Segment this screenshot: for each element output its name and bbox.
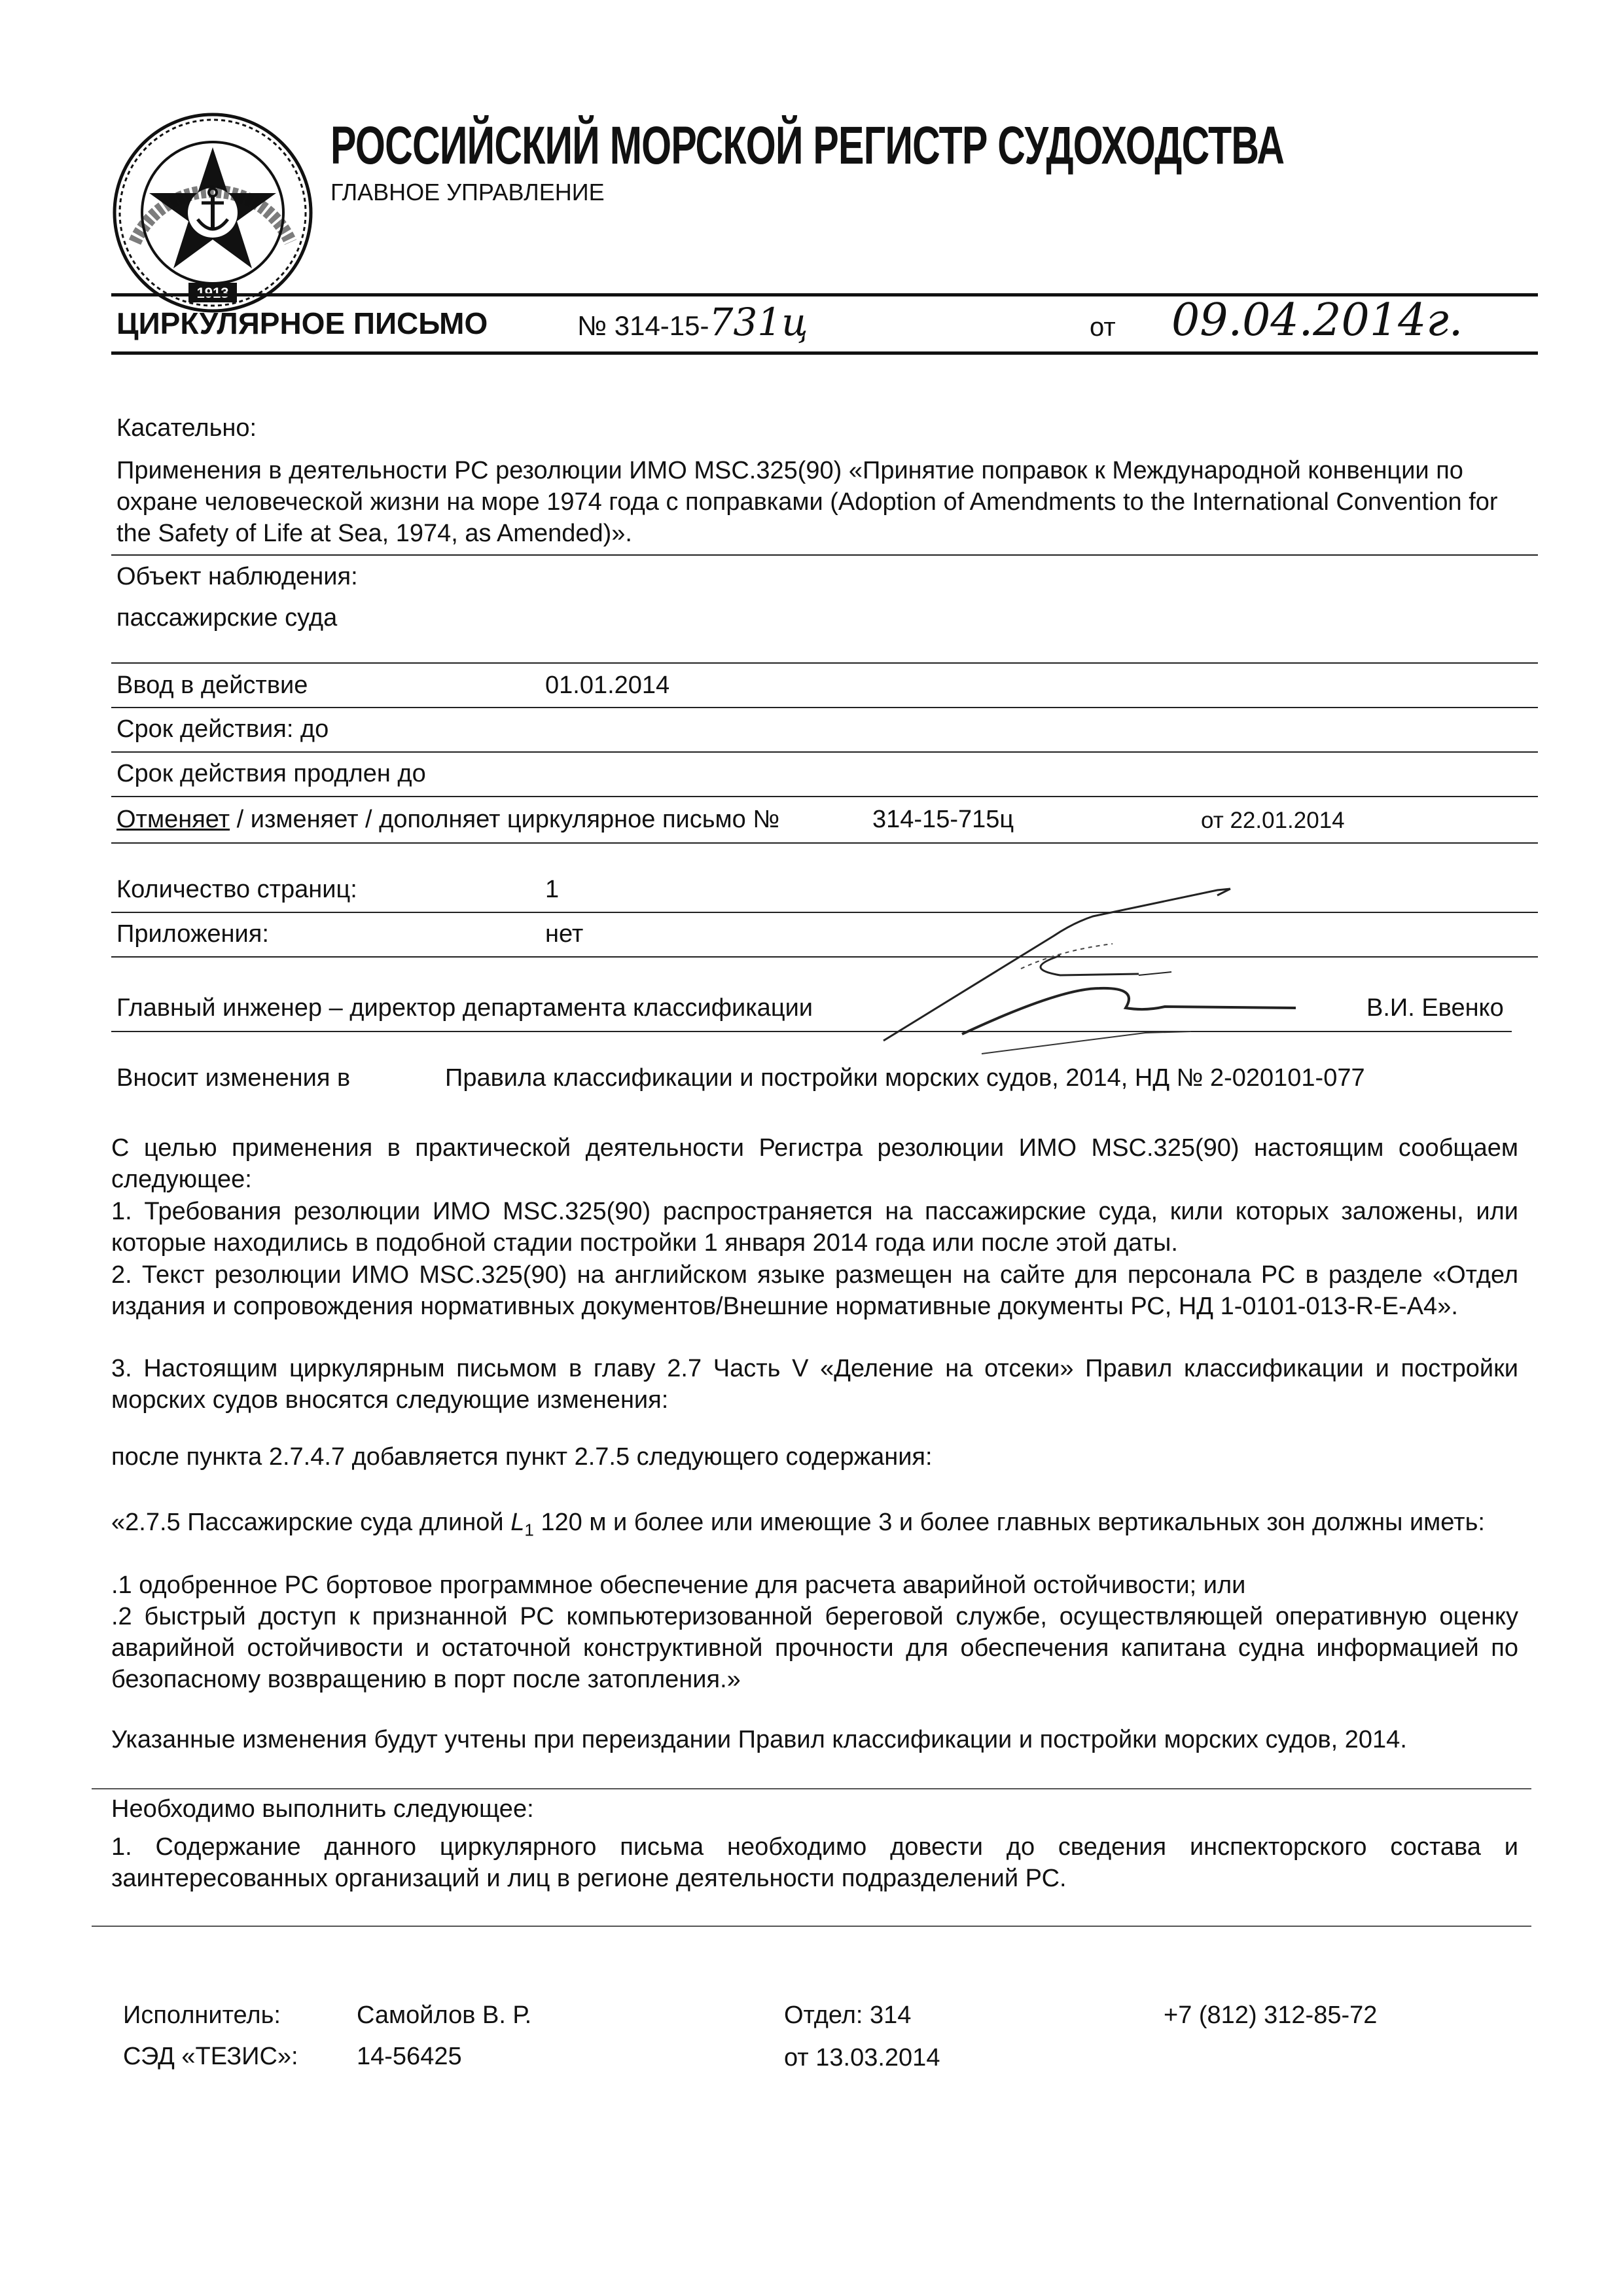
executor-label: Исполнитель: — [123, 2001, 281, 2029]
cancels-underlined: Отменяет — [116, 806, 230, 833]
logo-seal — [111, 111, 314, 314]
rule — [111, 751, 1538, 753]
effective-label: Ввод в действие — [116, 672, 308, 699]
body-sub-1: .1 одобренное РС бортовое программное обеспечение для расчета аварийной остойчивости; или — [111, 1571, 1246, 1599]
new-point-lead: «2.7.5 Пассажирские суда длиной — [111, 1509, 511, 1536]
object-value: пассажирские суда — [116, 604, 338, 632]
attachments-value: нет — [545, 920, 584, 948]
org-subtitle: ГЛАВНОЕ УПРАВЛЕНИЕ — [330, 179, 605, 206]
doc-type: ЦИРКУЛЯРНОЕ ПИСЬМО — [116, 306, 488, 340]
footer-rule — [92, 1926, 1531, 1927]
rule — [111, 662, 1538, 664]
rule — [111, 554, 1538, 556]
body-sub-2: .2 быстрый доступ к признанной РС компьютеризованной береговой службе, осуществляющей оперативную оценку аварийной остойчивости и остаточной конструктивной прочности для обеспечения капитана судна информацией по безопасному возвращению в порт после затопления.» — [111, 1603, 1518, 1693]
body-item-1: 1. Требования резолюции ИМО MSC.325(90) распространяется на пассажирские суда, кили которых заложены, или которые находились в подобной стадии постройки 1 января 2014 года или после этой даты. — [111, 1198, 1518, 1257]
cancels-rest: / изменяет / дополняет циркулярное письмо № — [230, 806, 780, 833]
object-label: Объект наблюдения: — [116, 563, 358, 590]
validity-label: Срок действия: до — [116, 715, 329, 743]
signatory-name: В.И. Евенко — [1366, 994, 1504, 1022]
subject-text: Применения в деятельности РС резолюции ИМО MSC.325(90) «Принятие поправок к Международной конвенции по охране человеческой жизни на море 1974 года с поправками (Adoption of Amendments to the International Convention for the Safety of Life at Sea, 1974, as Amended)». — [116, 457, 1498, 547]
new-point-rest: 120 м и более или имеющие 3 и более главных вертикальных зон должны иметь: — [533, 1509, 1485, 1536]
pages-label: Количество страниц: — [116, 876, 357, 903]
handwritten-signature — [864, 877, 1335, 1060]
department: Отдел: 314 — [784, 2001, 912, 2029]
rule — [111, 796, 1538, 797]
doc-number-handwritten: 731ц — [709, 300, 808, 344]
sed-number: 14-56425 — [357, 2043, 462, 2070]
title-bottom-rule — [111, 351, 1538, 355]
cancels-date: от 22.01.2014 — [1201, 808, 1345, 833]
org-name: РОССИЙСКИЙ МОРСКОЙ РЕГИСТР СУДОХОДСТВА — [330, 116, 1285, 175]
new-point-sub: 1 — [524, 1520, 534, 1540]
body-new-point — [111, 1507, 1518, 1546]
date-label: от — [1090, 313, 1116, 342]
attachments-label: Приложения: — [116, 920, 269, 948]
date-handwritten: 09.04.2014г. — [1171, 295, 1463, 346]
sed-date: от 13.03.2014 — [784, 2044, 940, 2072]
rule — [111, 707, 1538, 708]
body-item-3: 3. Настоящим циркулярным письмом в главу 2.7 Часть V «Деление на отсеки» Правил классификации и постройки морских судов вносятся следующие изменения: — [111, 1355, 1518, 1414]
rule — [92, 1788, 1531, 1789]
amends-value: Правила классификации и постройки морских судов, 2014, НД № 2-020101-077 — [445, 1064, 1365, 1092]
anchor-star-emblem-icon — [111, 111, 314, 314]
executor-name: Самойлов В. Р. — [357, 2001, 532, 2029]
body-intro: С целью применения в практической деятельности Регистра резолюции ИМО MSC.325(90) настоящим сообщаем следующее: — [111, 1134, 1518, 1193]
cancels-number: 314-15-715ц — [872, 806, 1014, 833]
phone: +7 (812) 312-85-72 — [1164, 2001, 1378, 2029]
amends-label: Вносит изменения в — [116, 1064, 351, 1092]
body-closing: Указанные изменения будут учтены при переиздании Правил классификации и постройки морских судов, 2014. — [111, 1726, 1407, 1753]
doc-number — [577, 300, 808, 344]
extended-label: Срок действия продлен до — [116, 760, 426, 787]
doc-number-prefix: № 314-15- — [577, 310, 709, 341]
actions-label: Необходимо выполнить следующее: — [111, 1795, 534, 1823]
effective-value: 01.01.2014 — [545, 672, 670, 699]
signatory-position: Главный инженер – директор департамента классификации — [116, 994, 813, 1022]
rule — [111, 842, 1538, 844]
sed-label: СЭД «ТЕЗИС»: — [123, 2043, 298, 2070]
actions-item-1: 1. Содержание данного циркулярного письма необходимо довести до сведения инспекторского состава и заинтересованных организаций и лиц в регионе деятельности подразделений РС. — [111, 1833, 1518, 1892]
subject-label: Касательно: — [116, 414, 257, 442]
new-point-symbol: L — [510, 1509, 525, 1536]
logo-year: 1913 — [196, 285, 229, 301]
cancels-row — [116, 804, 779, 835]
body-item-2: 2. Текст резолюции ИМО MSC.325(90) на английском языке размещен на сайте для персонала РС в разделе «Отдел издания и сопровождения нормативных документов/Внешние нормативные документы РС, НД 1-0101-013-R-E-A4». — [111, 1261, 1518, 1320]
body-after-point: после пункта 2.7.4.7 добавляется пункт 2.7.5 следующего содержания: — [111, 1443, 933, 1471]
pages-value: 1 — [545, 876, 560, 903]
